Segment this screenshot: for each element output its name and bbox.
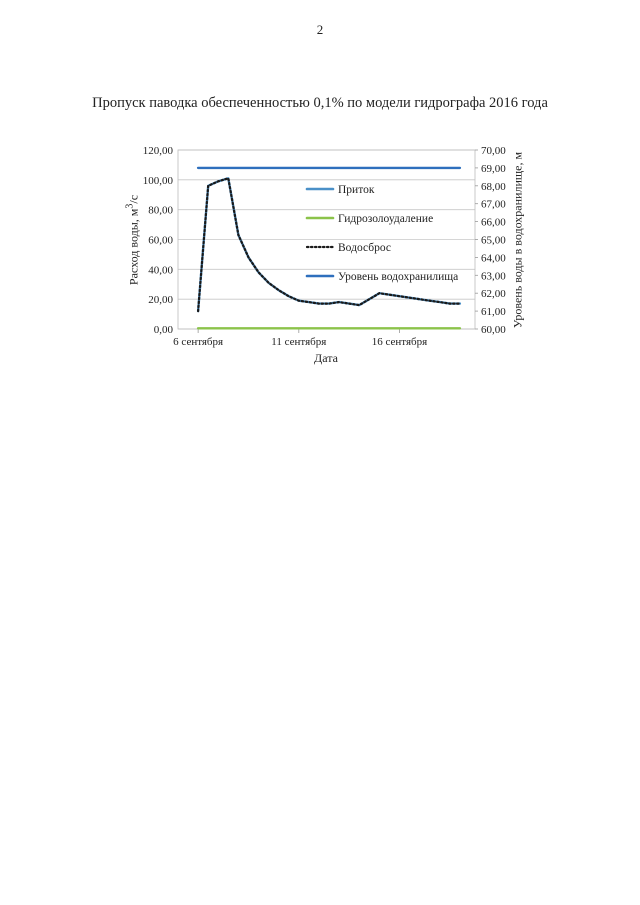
y-axis-left-ticks xyxy=(143,145,174,336)
series-line-3 xyxy=(198,178,460,311)
x-tick-label: 16 сентября xyxy=(371,336,428,348)
y-axis-left-title-text: Расход воды, м xyxy=(126,208,141,286)
legend-label: Гидрозолоудаление xyxy=(338,213,434,225)
y-tick-label-right: 68,00 xyxy=(481,180,506,193)
y-tick-label-right: 63,00 xyxy=(481,270,506,283)
x-tick-label: 6 сентября xyxy=(173,336,224,348)
y-tick-label-left: 120,00 xyxy=(142,145,173,157)
chart-legend xyxy=(307,184,458,283)
y-tick-label-left: 100,00 xyxy=(142,174,173,187)
y-tick-label-right: 61,00 xyxy=(481,306,506,319)
y-tick-label-right: 60,00 xyxy=(481,324,506,336)
y-axis-right-title: Уровень воды в водохранилище, м xyxy=(510,151,525,329)
y-tick-label-right: 70,00 xyxy=(481,145,506,157)
y-axis-left-title-suffix: /с xyxy=(126,194,141,204)
y-tick-label-right: 64,00 xyxy=(481,252,506,265)
y-tick-label-left: 20,00 xyxy=(148,294,173,307)
x-axis-ticks xyxy=(173,329,427,348)
y-tick-label-right: 62,00 xyxy=(481,288,506,301)
page-number: 2 xyxy=(316,22,324,37)
series-line-1 xyxy=(198,178,460,311)
y-tick-label-left: 40,00 xyxy=(148,264,173,277)
y-axis-right-ticks xyxy=(475,145,506,336)
chart-title: Пропуск паводка обеспеченностью 0,1% по модели гидрографа 2016 года xyxy=(92,95,548,111)
y-tick-label-left: 80,00 xyxy=(148,204,173,217)
y-tick-label-right: 67,00 xyxy=(481,198,506,211)
x-tick-label: 11 сентября xyxy=(271,336,327,348)
y-tick-label-right: 66,00 xyxy=(481,216,506,229)
y-tick-label-right: 69,00 xyxy=(481,162,506,175)
legend-label: Водосброс xyxy=(338,242,391,254)
legend-label: Уровень водохранилища xyxy=(338,271,459,283)
y-tick-label-right: 65,00 xyxy=(481,234,506,247)
y-tick-label-left: 60,00 xyxy=(148,234,173,247)
legend-label: Приток xyxy=(338,184,375,196)
chart-gridlines xyxy=(178,150,475,329)
series-layer xyxy=(198,168,460,328)
y-axis-left-title-superscript: 3 xyxy=(124,203,136,209)
x-axis-title: Дата xyxy=(314,351,338,365)
y-tick-label-left: 0,00 xyxy=(153,324,173,336)
y-axis-left-title xyxy=(125,195,142,285)
